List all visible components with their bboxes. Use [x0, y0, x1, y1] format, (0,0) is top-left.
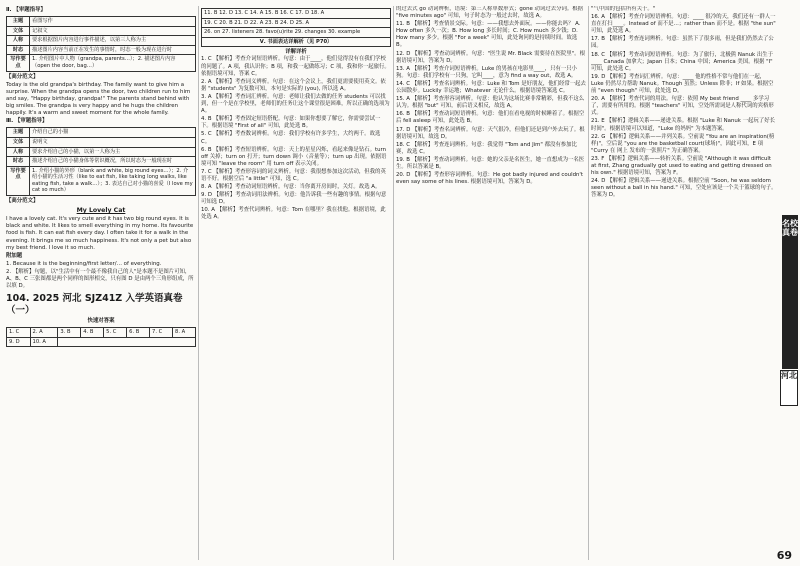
table-row — [202, 37, 391, 47]
explanation-item: 21. E 【解析】逻辑关系——递进关系。根据 "Luke 和 Nanuk 一起玩了好长时间"。根据语境可以知道，"Luke 的妈妈" 为本题答案。 — [591, 118, 775, 132]
answer-cell: 1. C — [7, 328, 31, 338]
additional-analysis: 2. 【解析】句题，以"生活中有一个最不像我自己的人"是本题不是图片可知，A、B、C 三张图都是两个同样的图形相交，只有图 D 是由两个三角形组成，所以填 D。 — [6, 268, 194, 290]
table-key: 文体 — [7, 26, 30, 36]
answer-cell: 6. B — [127, 328, 150, 338]
explanation-item: 18. C 【解析】考查动词短语辨析。句意：为了旅行，北极熊 Nanuk 出生于____ Canada 加拿大；Japan 日本；China 中国；America 美国。根据 "I" 可知，此处选 C。 — [591, 51, 774, 72]
table-row — [7, 147, 196, 157]
table-value: 要求介绍自己的小猫，以第一人称为主 — [30, 147, 196, 157]
table-key: 文体 — [7, 137, 30, 147]
sample-label-2: 【高分范文】 — [6, 198, 39, 205]
explanation-item: 14. C 【解析】考查名词辨析。句意：Luke 和 Tom 是好朋友，他们经常一起去公园散步。Luckily 幸运地；Whatever 无论什么。根据语境答案选 C。 — [396, 80, 586, 95]
answer-key-table — [201, 8, 391, 47]
exam-title: 2025 河北 SJZ41Z 入学英语真卷（一） — [6, 293, 183, 317]
explanation-item: 5. C 【解析】考查数词辨析。句意：我们学校有许多学生，大约两千。故选 C。 — [201, 131, 381, 145]
guidance-table-2 — [6, 127, 196, 196]
explanation-item: 17. D 【解析】考查名词辨析。句意：天气很冷，但他们还是到户外去玩了。根据语境可知，故选 D。 — [396, 126, 585, 140]
table-value: 介绍自己的小猫 — [30, 128, 196, 138]
side-region-box: 河北 — [780, 370, 798, 406]
explanation-item: 3. A 【解析】考查词汇辨析。句意：老师让我们去做的任务 students 可以找到，但一个是在学校里，老师们的任务让这个课堂很是困难，所以正确的选项为 A。 — [201, 93, 390, 115]
answer-cell: 2. A — [30, 328, 58, 338]
explanation-item: 4. B 【解析】考查固定短语搭配。句意：如果你想要了解它，你需要尝试一下。根据语境 "First of all" 可知，此处选 B。 — [201, 116, 381, 130]
explanation-item: 2. A 【解析】考查词义辨析。句意：在这个会议上，我们更需要使用英文。依据 "students" 为复数可知，本句是实际的 (you), 所以选 A。 — [201, 78, 386, 92]
guidance-table-1 — [6, 16, 196, 72]
table-key: 主题 — [7, 17, 30, 27]
explanation-item: 13. A 【解析】考查介词短语辨析。Luke 的男孩在电影里____，只有一只小狗。句意：我们学校有一只狗，它叫____，意为 find a way out，故选 A。 — [396, 65, 577, 79]
column-divider — [393, 6, 394, 560]
explanation-item: 6. B 【解析】考查短语辨析。句意：天上的星星闪烁，看起来像是钻石。turn off 关掉；turn on 打开；turn down 调小（音量等）；turn up 出现。依据语境可知 "leave the room" 用 turn off 表示关闭。 — [201, 146, 387, 167]
table-row — [7, 157, 196, 167]
section-iii-title: Ⅲ. 【审题指导】 — [6, 118, 48, 125]
answer-cell: 3. B — [58, 328, 81, 338]
explanation-item: 9. D 【解析】考查动词用法辨析。句意：他告诉我一些有趣的事情。根据句意可知选 D。 — [201, 192, 387, 206]
explanation-item: 16. A 【解析】考查介词短语辨析。句意：____ 很冷的天，我们还有一群人一直在打扫____。Instead of 而不是…；rather than 而不是。根据 "the sun" 可知，此处选 A。 — [591, 14, 776, 35]
side-tab-label: 名校真卷 — [782, 215, 798, 369]
table-row — [7, 166, 196, 195]
additional-text: 1. Because it is the beginning/first letter/… of everything. — [6, 260, 162, 267]
table-row — [7, 26, 196, 36]
table-key: 人称 — [7, 147, 30, 157]
table-value: 说明文 — [30, 137, 196, 147]
answer-cell: 7. C — [150, 328, 173, 338]
answer-key-title: Ⅴ. 书面表达详解析（见 P70） — [202, 37, 391, 47]
explanation-item: 19. D 【解析】考查词汇辨析。句意：____ 他的性格不常与他们在一起，Luke 仍然尽力帮助 Nanuk。Though 虽然；Unless 除非；If 如果。根据空前 "even though" 可知，此处选 D。 — [591, 73, 774, 95]
answer-cell: 10. A — [30, 337, 58, 347]
essay-text: I have a lovely cat. It's very cute and it has two big round eyes. It is black and white. It likes to smell everything in my home. Its favourite food is fish. It can eat fish every day. I often take it for a walk in the evening. It brings me so much happiness. It's not only a pet but also my best friend. I love it so much. — [6, 216, 194, 251]
additional-label: 附加题 — [6, 252, 23, 259]
answer-cell: 9. D — [7, 337, 31, 347]
column-3 — [396, 6, 586, 560]
answer-cell: 4. B — [81, 328, 104, 338]
table-value: 1. 介绍图片中人物（grandpa, parents…）；2. 描述图片内容（open the door, bag…） — [30, 55, 196, 71]
table-row — [202, 9, 391, 19]
table-row — [202, 18, 391, 28]
table-value: 记叙文 — [30, 26, 196, 36]
table-row — [7, 17, 196, 27]
answer-cell: 11. B 12. D 13. C 14. A 15. B 16. C 17. D 18. A — [202, 9, 391, 19]
sample-text: Today is the old grandpa's birthday. The family want to give him a surprise. When the grandpa opens the door, two children run to him and say, "Happy birthday, grandpa!" The parents stand behind with big smiles. The grandpa is very happy and he hugs the children happily. It's a warm and sweet moment for the whole family. — [6, 81, 191, 117]
column-divider — [588, 6, 589, 560]
explanation-item: 17. B 【解析】考查连词辨析。句意：虽然下了很多雨，但是我们仍然去了公园。 — [591, 36, 774, 50]
answer-cell: 8. A — [173, 328, 196, 338]
explanation-item: 20. D 【解析】考查形容词辨析。句意：He got badly injured and couldn't even say some of his lines. 根据语境可知，答案为 D。 — [396, 172, 584, 186]
table-row — [7, 45, 196, 55]
empty-cell — [58, 337, 196, 347]
page-number: 69 — [776, 549, 792, 562]
table-row — [7, 36, 196, 46]
table-row — [7, 55, 196, 71]
explanation-item: 22. G 【解析】逻辑关系——并列关系。空前说 "You are an inspiration(榜样)"，空后说 "you are the basketball court(球场)"，因此可知，E 项 "Curry 在 网上 发布的一张照片" 为正确答案。 — [591, 133, 775, 154]
exam-heading — [6, 293, 196, 317]
table-row — [7, 128, 196, 138]
answer-cell: 26. on 27. listeners 28. favo(u)rite 29. changes 30. example — [202, 28, 391, 38]
explanation-item: 23. F 【解析】逻辑关系——转折关系。空前说 "Although it was difficult at first, Zhang gradually got used to eating and getting dressed on his own." 根据语境可知，答案为 F。 — [591, 155, 772, 177]
explanation-item: 16. B 【解析】考查动词短语辨析。句意：他们在看电视的时候睡着了。根据空后 fell asleep 可知，此处选 B。 — [396, 111, 585, 125]
explanation-item: 1. C 【解析】考查介词短语辨析。句意：由于____，他们觉得没有在我们学校的问题了。A 项，我认识你；B 项，和我一起做练习；C 项，我和你一起旅行。依据语境可知，答案 C。 — [201, 56, 390, 77]
table-value: 描述图片内容当前正在发生的事情时，时态一般为现在进行时 — [30, 45, 196, 55]
table-value: 看图写作 — [30, 17, 196, 27]
table-row — [202, 28, 391, 38]
table-value: 1. 介绍小猫的外形（blank and white, big round eyes…）；2. 介绍小猫的生活习性（like to eat fish, like taking long walks, like eating fish, take a walk…）；3. 表达自己对小猫的喜爱（I love my cat so much） — [30, 166, 196, 195]
table-key: 写作要点 — [7, 166, 30, 195]
explanation-item: 20. A 【解析】考查代词的用法。句意：依照 My best friend ____ 多学习了，需要有所用的。根据 "teachers" 可知，空处所需词是人称代词的宾格形式。 — [591, 96, 774, 117]
table-row — [7, 337, 196, 347]
answer-cell: 19. C 20. B 21. D 22. A 23. B 24. D 25. A — [202, 18, 391, 28]
section-ii-title: Ⅱ. 【审题指导】 — [6, 7, 46, 13]
explanation-item: 15. A 【解析】考查形容词辨析。句意：他认为这场比赛非常精彩，但我不这么认为。根据 "but" 可知，前后语义相反，故选 A。 — [396, 96, 585, 110]
explanation-item: 18. C 【解析】考查连词辨析。句意：我觉得 "Tom and Jim" 都没有参加比赛，故选 C。 — [396, 141, 577, 155]
explanation-item: 24. D 【解析】逻辑关系——递进关系。根据空前 "Soon, he was seldom seen without a ball in his hand." 可知，空处应该是一个关于篮球的句子。答案为 D。 — [591, 178, 777, 199]
quick-answers-label: 快速对答案 — [87, 318, 115, 325]
column-4 — [591, 6, 777, 560]
quick-answers-table — [6, 327, 196, 347]
explanation-item: 11. B 【解析】考查情景交际。句意：——我想去外面玩。——你能去吗？ A. How often 多久一次；B. How long 多长时间；C. How much 多少钱；D. How many 多少。根据 "For a week" 可知，此处询问的是持续时间。故选 B。 — [396, 21, 581, 49]
column-2 — [201, 6, 391, 560]
explanation-item: 7. C 【解析】考查形容词的词义辨析。句意：我很想参加这次活动，但我的英语不好。根据空后 "a little" 可知，选 C。 — [201, 168, 386, 182]
explanation-item: "气中国的包括所有关于。" — [591, 6, 656, 12]
detail-title: 详解详析 — [285, 49, 307, 56]
table-key: 时态 — [7, 157, 30, 167]
essay-title: My Lovely Cat — [76, 207, 126, 215]
table-key: 主题 — [7, 128, 30, 138]
table-value: 描述介绍自己的小猫身体等常识概况，所以时态为一般现在时 — [30, 157, 196, 167]
explanation-item: 12. D 【解析】考查动词辨析。句意："医生说 Mr. Black 需要待在医院里"。根据语境可知，答案为 D。 — [396, 50, 586, 64]
answer-cell: 5. C — [104, 328, 127, 338]
explanation-item: 10. A 【解析】考查代词辨析。句意：Tom 在哪里？我在找他。根据语境，此处选 A。 — [201, 207, 386, 221]
column-1 — [6, 6, 196, 560]
sample-label: 【高分范文】 — [6, 73, 39, 80]
table-row — [7, 328, 196, 338]
explanation-item: 的过去式 go 动词辨析，语境：第三人称单数形式；gone 动词过去分词。根据 "five minutes ago" 可知，句子时态为一般过去时，故选 A。 — [396, 6, 584, 20]
table-value: 要求根据图片内容进行事件描述，以第三人称为主 — [30, 36, 196, 46]
table-key: 人称 — [7, 36, 30, 46]
explanation-item: 8. A 【解析】考查动词短语辨析。句意：当你离开房间时，关灯。故选 A。 — [201, 184, 381, 191]
table-row — [7, 137, 196, 147]
table-key: 时态 — [7, 45, 30, 55]
exam-number: 104. — [6, 293, 30, 305]
explanation-item: 19. B 【解析】考查动词辨析。句意：她的父亲是名医生，她一直想成为一名医生。所以答案是 B。 — [396, 156, 585, 170]
column-divider — [198, 6, 199, 560]
table-key: 写作要点 — [7, 55, 30, 71]
